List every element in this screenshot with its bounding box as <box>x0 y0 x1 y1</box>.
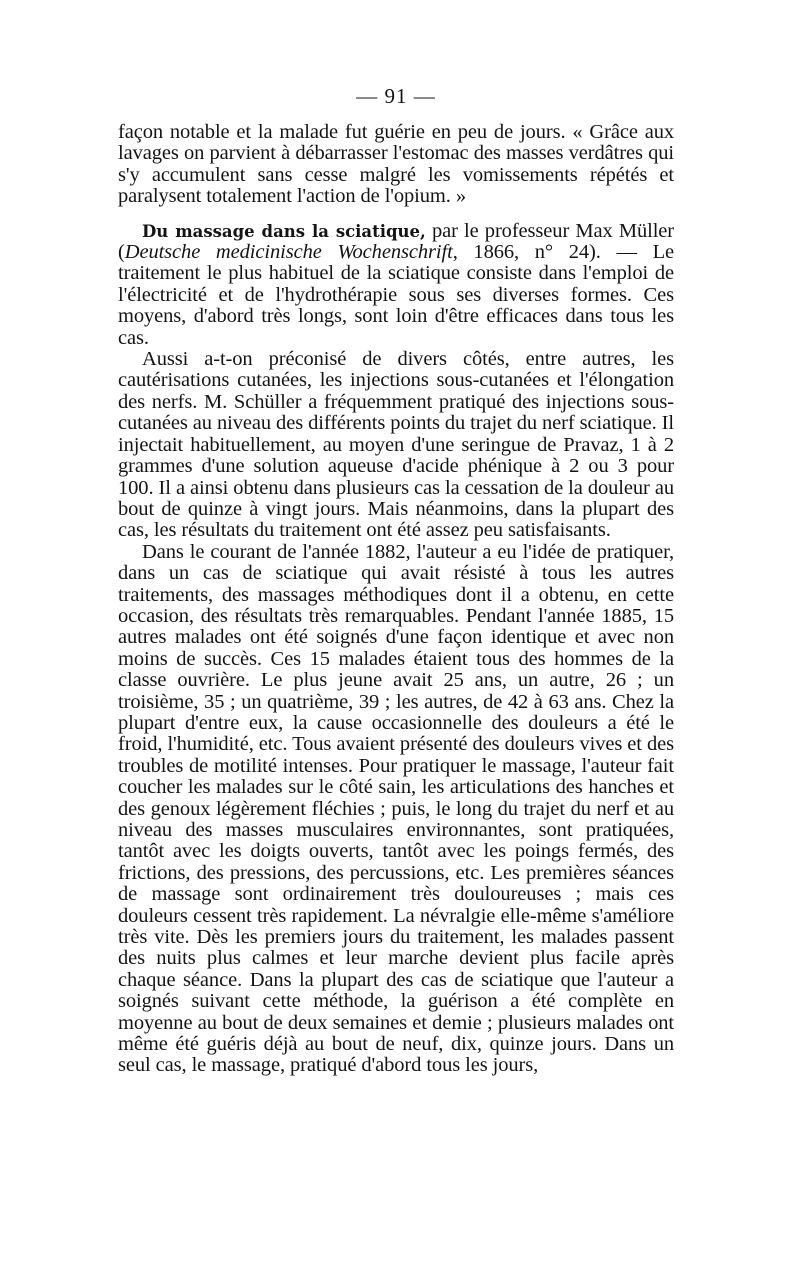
paragraph-massage-method: Dans le courant de l'année 1882, l'auteur a eu l'idée de pratiquer, dans un cas de sciatique qui avait résisté à tous les autres traitements, des massages méthodiques dont il a obtenu, en cette occasion, des résultats très remarquables. Pendant l'année 1885, 15 autres malades ont été soignés d'une façon identique et avec non moins de succès. Ces 15 malades étaient tous des hommes de la classe ouvrière. Le plus jeune avait 25 ans, un autre, 26 ; un troisième, 35 ; un quatrième, 39 ; les autres, de 42 à 63 ans. Chez la plupart d'entre eux, la cause occasionnelle des douleurs a été le froid, l'humidité, etc. Tous avaient présenté des douleurs vives et des troubles de motilité intenses. Pour pratiquer le massage, l'auteur fait coucher les malades sur le côté sain, les articulations des hanches et des genoux légèrement fléchies ; puis, le long du trajet du nerf et au niveau des masses musculaires environnantes, sont pratiquées, tantôt avec les doigts ouverts, tantôt avec les poings fermés, des frictions, des pressions, des percussions, etc. Les premières séances de massage sont ordinairement très douloureuses ; mais ces douleurs cessent très rapidement. La névralgie elle-même s'améliore très vite. Dès les premiers jours du traitement, les malades passent des nuits plus calmes et leur marche devient plus facile après chaque séance. Dans la plupart des cas de sciatique que l'auteur a soignés suivant cette méthode, la guérison a été complète en moyenne au bout de deux semaines et demie ; plusieurs malades ont même été guéris déjà au bout de neuf, dix, quinze jours. Dans un seul cas, le massage, pratiqué d'abord tous les jours, <box>118 540 674 1077</box>
page-number: — 91 — <box>356 84 436 108</box>
journal-title: Deutsche medicinische Wochenschrift <box>124 241 453 264</box>
paragraph-treatments: Aussi a-t-on préconisé de divers côtés, entre autres, les cautérisations cutanées, les injections sous-cutanées et l'élongation des nerfs. M. Schüller a fréquemment pratiqué des injections sous-cutanées au niveau des différents points du trajet du nerf sciatique. Il injectait habituellement, au moyen d'une seringue de Pravaz, 1 à 2 grammes d'une solution aqueuse d'acide phénique à 2 ou 3 pour 100. Il a ainsi obtenu dans plusieurs cas la cessation de la douleur au bout de quinze à vingt jours. Mais néanmoins, dans la plupart des cas, les résultats du traitement ont été assez peu satisfaisants. <box>118 348 674 542</box>
paragraph-opium-continuation: façon notable et la malade fut guérie en peu de jours. « Grâce aux lavages on parvient à débarrasser l'estomac des masses verdâtres qui s'y accumulent sans cesse malgré les vomissements répétés et paralysent totalement l'action de l'opium. » <box>118 121 674 208</box>
paragraph-sciatica-intro-text: , 1866, n° 24). — Le traitement le plus habituel de la sciatique consiste dans l'emploi de l'électricité et de l'hydrothérapie sous ses diverses formes. Ces moyens, d'abord très longs, sont loin d'être efficaces dans tous les cas. <box>118 241 674 349</box>
section-heading: Du massage dans la sciatique, <box>142 221 426 241</box>
book-page <box>118 84 674 1077</box>
paragraph-sciatica-intro <box>118 221 674 349</box>
author-citation: par le professeur Max Müller ( <box>118 219 675 264</box>
